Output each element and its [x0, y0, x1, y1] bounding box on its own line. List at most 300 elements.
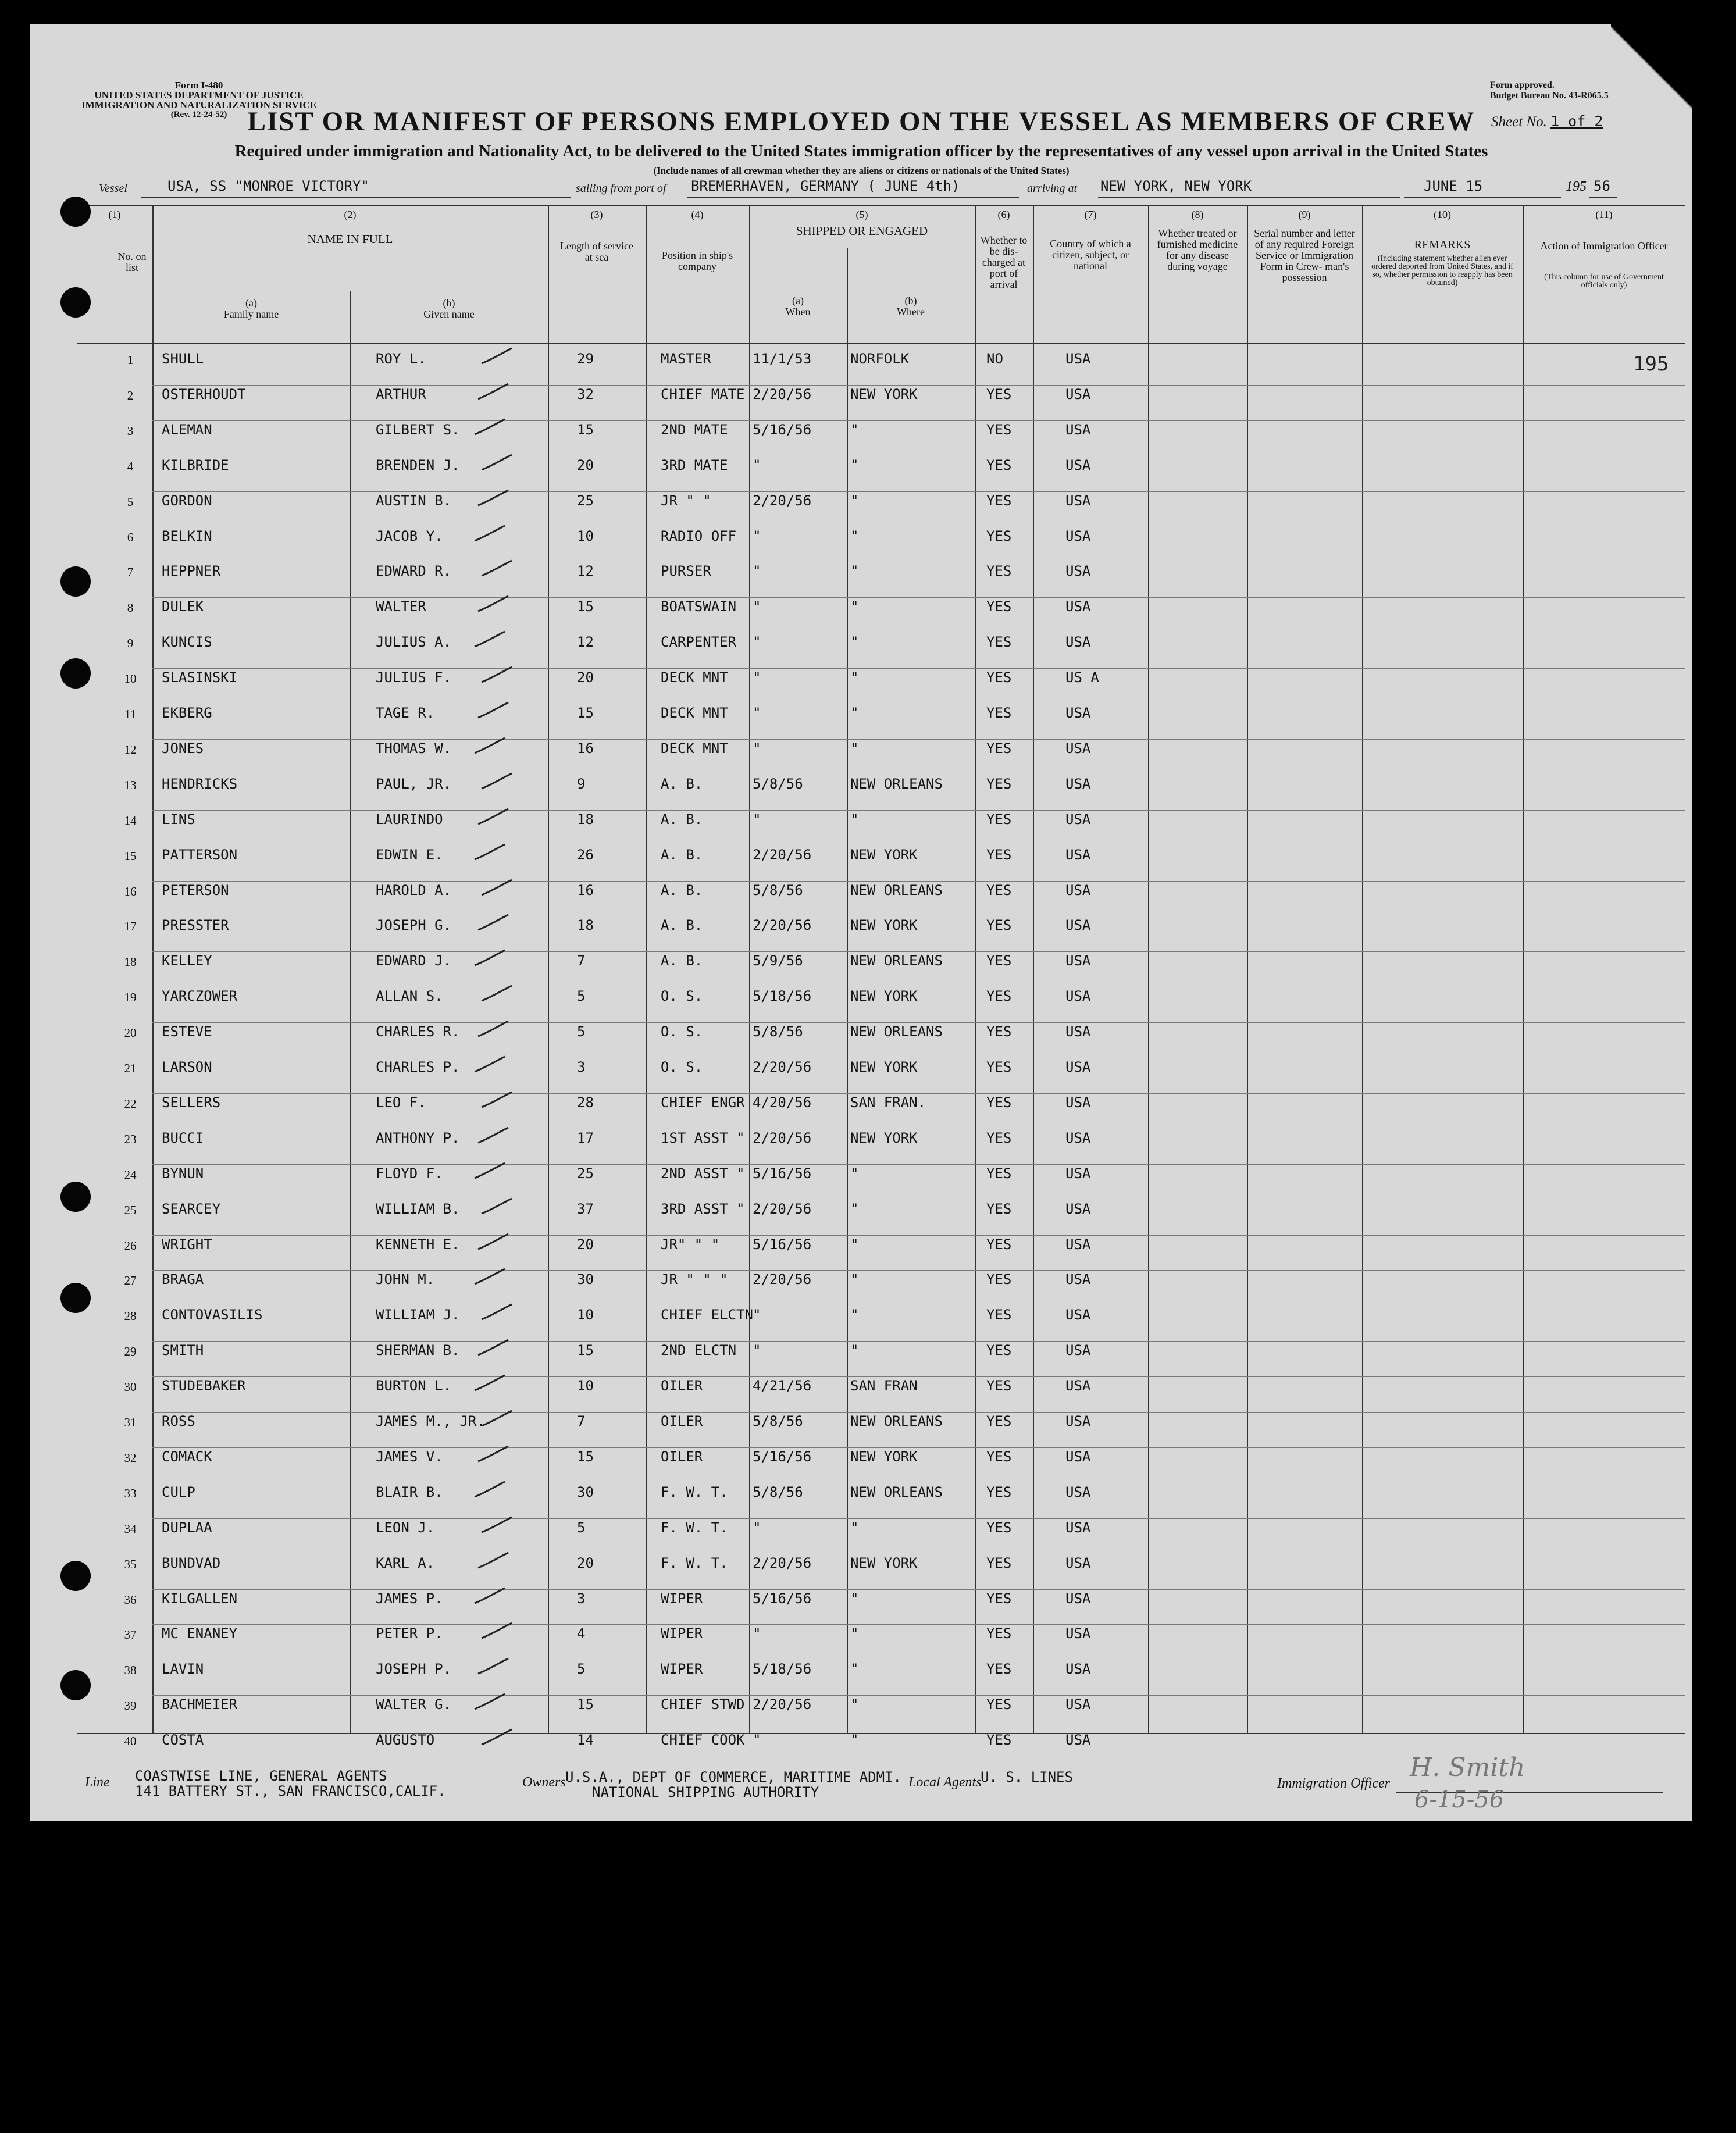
shipped-when: 2/20/56	[753, 1129, 812, 1146]
position: 3RD MATE	[661, 456, 728, 473]
discharge-status: YES	[986, 811, 1012, 827]
discharge-status: YES	[986, 386, 1012, 402]
service-years: 20	[577, 456, 594, 473]
family-name: BRAGA	[162, 1271, 204, 1288]
row-number: 28	[124, 1309, 137, 1324]
citizenship: USA	[1065, 456, 1091, 473]
discharge-status: YES	[986, 1590, 1012, 1607]
row-number: 5	[127, 494, 134, 509]
shipped-when: 4/20/56	[753, 1094, 812, 1111]
family-name: COSTA	[162, 1732, 204, 1749]
page-title: LIST OR MANIFEST OF PERSONS EMPLOYED ON THE VESSEL AS MEMBERS OF CREW	[247, 106, 1475, 137]
position: JR " " "	[661, 1271, 728, 1288]
family-name: COMACK	[162, 1448, 212, 1465]
position: OILER	[661, 1413, 703, 1429]
shipped-where: SAN FRAN	[850, 1378, 918, 1394]
shipped-when: 5/8/56	[753, 775, 803, 792]
citizenship: USA	[1065, 1094, 1091, 1111]
discharge-status: YES	[986, 456, 1012, 473]
header-serial-number: Serial number and letter of any required Foreign Service or Immigration Form in Crew- man's possession	[1254, 227, 1355, 283]
given-name: JAMES V.	[376, 1448, 443, 1465]
shipped-when: 5/18/56	[753, 1661, 812, 1678]
service-years: 5	[577, 988, 586, 1005]
family-name: BUNDVAD	[162, 1554, 221, 1571]
row-number: 40	[124, 1734, 137, 1749]
shipped-where: NORFOLK	[850, 351, 910, 367]
check-mark	[476, 807, 511, 826]
check-mark	[479, 1090, 514, 1110]
position: 1ST ASST "	[661, 1129, 745, 1146]
given-name: KENNETH E.	[376, 1236, 460, 1253]
shipped-when: "	[753, 456, 761, 473]
given-name: WALTER	[376, 598, 426, 615]
arrival-date: JUNE 15	[1424, 178, 1483, 194]
service-years: 10	[577, 1307, 594, 1324]
family-name: HENDRICKS	[162, 775, 238, 792]
shipped-when: "	[753, 811, 761, 827]
header-col10-number: (10)	[1434, 209, 1451, 220]
service-years: 26	[577, 846, 594, 863]
family-name: DUPLAA	[162, 1519, 212, 1536]
shipped-when: "	[753, 598, 761, 615]
citizenship: USA	[1065, 1696, 1091, 1713]
check-mark	[476, 381, 511, 401]
header-col7-number: (7)	[1084, 209, 1097, 220]
check-mark	[472, 842, 507, 862]
check-mark	[472, 1161, 507, 1180]
row-number: 13	[124, 777, 137, 792]
family-name: ESTEVE	[162, 1023, 212, 1040]
check-mark	[476, 1656, 511, 1676]
sailing-label: sailing from port of	[576, 182, 666, 195]
page-fold	[1611, 24, 1692, 112]
service-years: 29	[577, 351, 594, 367]
row-number: 38	[124, 1663, 137, 1678]
discharge-status: YES	[986, 846, 1012, 863]
position: F. W. T.	[661, 1554, 728, 1571]
row-number: 16	[124, 884, 137, 898]
shipped-when: 4/21/56	[753, 1378, 812, 1394]
punch-hole	[60, 658, 91, 689]
officer-date: 6-15-56	[1414, 1786, 1505, 1813]
discharge-status: YES	[986, 1342, 1012, 1359]
check-mark	[476, 488, 511, 508]
row-number: 19	[124, 990, 137, 1005]
position: 3RD ASST "	[661, 1200, 745, 1217]
shipped-where: "	[850, 1165, 859, 1182]
header-col2-number: (2)	[344, 209, 357, 220]
row-number: 10	[124, 672, 137, 686]
discharge-status: YES	[986, 1413, 1012, 1429]
given-name: GILBERT S.	[376, 421, 460, 438]
given-name: PAUL, JR.	[376, 775, 452, 792]
header-where: (b) Where	[897, 295, 925, 318]
row-number: 35	[124, 1557, 137, 1571]
family-name: LARSON	[162, 1059, 212, 1075]
citizenship: USA	[1065, 421, 1091, 438]
check-mark	[476, 700, 511, 720]
shipped-when: 2/20/56	[753, 846, 812, 863]
service-years: 20	[577, 1554, 594, 1571]
service-years: 7	[577, 953, 586, 969]
citizenship: USA	[1065, 563, 1091, 580]
shipped-when: 2/20/56	[753, 1271, 812, 1288]
shipped-where: "	[850, 740, 859, 757]
position: WIPER	[661, 1625, 703, 1642]
family-name: LAVIN	[162, 1661, 204, 1678]
citizenship: USA	[1065, 705, 1091, 721]
service-years: 25	[577, 492, 594, 509]
service-years: 15	[577, 1448, 594, 1465]
discharge-status: YES	[986, 1059, 1012, 1075]
position: F. W. T.	[661, 1483, 728, 1500]
year-prefix: 195	[1566, 179, 1587, 194]
row-number: 2	[127, 388, 134, 402]
position: DECK MNT	[661, 740, 728, 757]
check-mark	[479, 346, 514, 366]
position: 2ND MATE	[661, 421, 728, 438]
position: A. B.	[661, 775, 703, 792]
citizenship: USA	[1065, 1661, 1091, 1678]
shipped-where: "	[850, 811, 859, 827]
position: O. S.	[661, 1059, 703, 1075]
shipped-where: NEW YORK	[850, 1059, 918, 1075]
header-col1-number: (1)	[108, 209, 121, 220]
citizenship: USA	[1065, 811, 1091, 827]
given-name: JOHN M.	[376, 1271, 435, 1288]
citizenship: USA	[1065, 740, 1091, 757]
check-mark	[472, 417, 507, 437]
check-mark	[472, 1267, 507, 1286]
service-years: 4	[577, 1625, 586, 1642]
shipped-when: 5/8/56	[753, 882, 803, 898]
position: WIPER	[661, 1590, 703, 1607]
citizenship: USA	[1065, 1059, 1091, 1075]
header-remarks-note: (Including statement whether alien ever ordered deported from United States, and if so, whether permission to reapply has been obtained)	[1371, 254, 1513, 287]
sheet-number: Sheet No. 1 of 2	[1491, 113, 1603, 130]
family-name: PATTERSON	[162, 846, 238, 863]
service-years: 12	[577, 634, 594, 651]
position: JR" " "	[661, 1236, 720, 1253]
service-years: 5	[577, 1023, 586, 1040]
row-number: 1	[127, 353, 134, 367]
family-name: SEARCEY	[162, 1200, 221, 1217]
position: A. B.	[661, 846, 703, 863]
discharge-status: YES	[986, 953, 1012, 969]
position: CHIEF ENGR	[661, 1094, 745, 1111]
citizenship: USA	[1065, 1732, 1091, 1749]
check-mark	[479, 665, 514, 684]
given-name: JULIUS F.	[376, 669, 452, 686]
given-name: LEON J.	[376, 1519, 435, 1536]
check-mark	[476, 912, 511, 932]
row-number: 39	[124, 1699, 137, 1713]
shipped-where: "	[850, 1732, 859, 1749]
discharge-status: YES	[986, 1023, 1012, 1040]
shipped-when: "	[753, 669, 761, 686]
service-years: 15	[577, 1342, 594, 1359]
shipped-when: "	[753, 1732, 761, 1749]
discharge-status: YES	[986, 1271, 1012, 1288]
citizenship: USA	[1065, 1483, 1091, 1500]
punch-hole	[60, 287, 91, 318]
header-name-in-full: NAME IN FULL	[307, 232, 393, 246]
shipped-where: "	[850, 634, 859, 651]
family-name: DULEK	[162, 598, 204, 615]
citizenship: USA	[1065, 917, 1091, 934]
shipped-when: 5/16/56	[753, 1165, 812, 1182]
row-number: 32	[124, 1450, 137, 1465]
citizenship: USA	[1065, 882, 1091, 898]
row-number: 26	[124, 1238, 137, 1253]
row-number: 31	[124, 1415, 137, 1429]
family-name: KILGALLEN	[162, 1590, 238, 1607]
service-years: 16	[577, 740, 594, 757]
discharge-status: YES	[986, 988, 1012, 1005]
shipped-when: 5/8/56	[753, 1483, 803, 1500]
family-name: GORDON	[162, 492, 212, 509]
position: A. B.	[661, 953, 703, 969]
row-number: 9	[127, 636, 134, 651]
discharge-status: YES	[986, 705, 1012, 721]
shipped-where: NEW ORLEANS	[850, 882, 943, 898]
given-name: AUSTIN B.	[376, 492, 452, 509]
given-name: ANTHONY P.	[376, 1129, 460, 1146]
punch-hole	[60, 566, 91, 597]
row-number: 17	[124, 919, 137, 934]
shipped-where: "	[850, 598, 859, 615]
discharge-status: YES	[986, 421, 1012, 438]
header-col5-number: (5)	[855, 209, 868, 220]
family-name: HEPPNER	[162, 563, 221, 580]
manifest-page	[30, 24, 1692, 1821]
page-subtitle: Required under immigration and Nationality Act, to be delivered to the United States immigration officer by the representatives of any vessel upon arrival in the United States	[234, 142, 1488, 160]
shipped-where: "	[850, 1696, 859, 1713]
check-mark	[472, 1479, 507, 1499]
officer-signature: H. Smith	[1410, 1753, 1525, 1782]
agents-name: U. S. LINES	[981, 1769, 1073, 1785]
check-mark	[472, 948, 507, 968]
discharge-status: NO	[986, 351, 1003, 367]
given-name: EDWIN E.	[376, 846, 443, 863]
owners-authority: NATIONAL SHIPPING AUTHORITY	[592, 1784, 819, 1800]
page-subnote: (Include names of all crewman whether they are aliens or citizens or nationals of the United States)	[653, 165, 1070, 176]
family-name: CULP	[162, 1483, 195, 1500]
row-number: 27	[124, 1274, 137, 1288]
shipped-when: 2/20/56	[753, 386, 812, 402]
citizenship: USA	[1065, 1271, 1091, 1288]
check-mark	[472, 1373, 507, 1393]
position: 2ND ELCTN	[661, 1342, 737, 1359]
shipped-where: NEW YORK	[850, 988, 918, 1005]
shipped-when: "	[753, 527, 761, 544]
position: A. B.	[661, 882, 703, 898]
shipped-when: 5/16/56	[753, 1590, 812, 1607]
family-name: MC ENANEY	[162, 1625, 238, 1642]
row-number: 18	[124, 955, 137, 969]
check-mark	[479, 1408, 514, 1428]
owners-label: Owners	[522, 1775, 566, 1790]
discharge-status: YES	[986, 1696, 1012, 1713]
citizenship: USA	[1065, 1023, 1091, 1040]
discharge-status: YES	[986, 634, 1012, 651]
given-name: EDWARD R.	[376, 563, 452, 580]
shipped-when: 5/16/56	[753, 421, 812, 438]
shipped-where: NEW YORK	[850, 846, 918, 863]
citizenship: USA	[1065, 1342, 1091, 1359]
shipped-when: 11/1/53	[753, 351, 812, 367]
form-identifier: Form I-480 UNITED STATES DEPARTMENT OF JUSTICE IMMIGRATION AND NATURALIZATION SERVICE (Rev. 12-24-52)	[81, 80, 317, 119]
discharge-status: YES	[986, 492, 1012, 509]
service-years: 20	[577, 1236, 594, 1253]
given-name: JAMES P.	[376, 1590, 443, 1607]
discharge-status: YES	[986, 1129, 1012, 1146]
discharge-status: YES	[986, 1094, 1012, 1111]
header-given-name: (b) Given name	[423, 297, 475, 320]
family-name: ROSS	[162, 1413, 195, 1429]
service-years: 15	[577, 1696, 594, 1713]
given-name: AUGUSTO	[376, 1732, 435, 1749]
header-length-of-service: Length of service at sea	[560, 240, 633, 263]
citizenship: USA	[1065, 1519, 1091, 1536]
discharge-status: YES	[986, 598, 1012, 615]
family-name: SLASINSKI	[162, 669, 238, 686]
check-mark	[479, 1196, 514, 1216]
header-col6-number: (6)	[997, 209, 1010, 220]
citizenship: USA	[1065, 598, 1091, 615]
arriving-label: arriving at	[1027, 182, 1078, 195]
position: OILER	[661, 1378, 703, 1394]
check-mark	[476, 1550, 511, 1570]
header-shipped-or-engaged: SHIPPED OR ENGAGED	[796, 224, 928, 238]
check-mark	[472, 1586, 507, 1606]
arrival-year: 56	[1594, 178, 1610, 194]
service-years: 16	[577, 882, 594, 898]
row-number: 25	[124, 1203, 137, 1217]
check-mark	[476, 1232, 511, 1251]
shipped-where: "	[850, 563, 859, 580]
check-mark	[479, 1302, 514, 1322]
row-number: 22	[124, 1096, 137, 1111]
service-years: 12	[577, 563, 594, 580]
position: CHIEF ELCTN	[661, 1307, 753, 1324]
shipped-when: "	[753, 1307, 761, 1324]
punch-hole	[60, 1283, 91, 1313]
family-name: SMITH	[162, 1342, 204, 1359]
check-mark	[479, 983, 514, 1003]
citizenship: USA	[1065, 1307, 1091, 1324]
shipped-when: "	[753, 1342, 761, 1359]
row-number: 33	[124, 1486, 137, 1500]
shipped-where: NEW YORK	[850, 386, 918, 402]
shipped-when: 5/16/56	[753, 1236, 812, 1253]
shipped-when: 5/8/56	[753, 1023, 803, 1040]
citizenship: USA	[1065, 492, 1091, 509]
family-name: WRIGHT	[162, 1236, 212, 1253]
service-years: 15	[577, 421, 594, 438]
given-name: LAURINDO	[376, 811, 443, 827]
citizenship: USA	[1065, 1200, 1091, 1217]
given-name: ARTHUR	[376, 386, 426, 402]
family-name: PETERSON	[162, 882, 229, 898]
check-mark	[479, 1727, 514, 1747]
header-medicine: Whether treated or furnished medicine for any disease during voyage	[1157, 227, 1238, 272]
given-name: ALLAN S.	[376, 988, 443, 1005]
header-col11-number: (11)	[1595, 209, 1613, 220]
check-mark	[472, 1692, 507, 1711]
row-number: 34	[124, 1521, 137, 1536]
family-name: SHULL	[162, 351, 204, 367]
citizenship: USA	[1065, 527, 1091, 544]
check-mark	[472, 1054, 507, 1074]
position: WIPER	[661, 1661, 703, 1678]
discharge-status: YES	[986, 1165, 1012, 1182]
header-col8-number: (8)	[1191, 209, 1204, 220]
citizenship: USA	[1065, 1625, 1091, 1642]
header-remarks: REMARKS	[1414, 238, 1471, 251]
shipped-where: "	[850, 669, 859, 686]
row-number: 3	[127, 423, 134, 438]
family-name: BUCCI	[162, 1129, 204, 1146]
family-name: EKBERG	[162, 705, 212, 721]
check-mark	[479, 1621, 514, 1640]
row-number: 15	[124, 848, 137, 863]
service-years: 18	[577, 917, 594, 934]
line-label: Line	[85, 1775, 110, 1790]
row-number: 4	[127, 459, 134, 473]
shipped-where: "	[850, 456, 859, 473]
citizenship: US A	[1065, 669, 1099, 686]
check-mark	[472, 629, 507, 649]
owners-name: U.S.A., DEPT OF COMMERCE, MARITIME ADMI.	[565, 1769, 901, 1785]
position: JR " "	[661, 492, 711, 509]
shipped-when: 2/20/56	[753, 1059, 812, 1075]
discharge-status: YES	[986, 917, 1012, 934]
position: CHIEF MATE	[661, 386, 745, 402]
row-number: 8	[127, 601, 134, 615]
check-mark	[479, 771, 514, 791]
given-name: WILLIAM B.	[376, 1200, 460, 1217]
citizenship: USA	[1065, 1554, 1091, 1571]
citizenship: USA	[1065, 386, 1091, 402]
line-name: COASTWISE LINE, GENERAL AGENTS	[135, 1768, 387, 1784]
row-number: 30	[124, 1380, 137, 1394]
given-name: JACOB Y.	[376, 527, 443, 544]
service-years: 3	[577, 1590, 586, 1607]
header-discharged: Whether to be dis- charged at port of arrival	[980, 234, 1028, 290]
discharge-status: YES	[986, 1236, 1012, 1253]
punch-hole	[60, 197, 91, 227]
shipped-where: SAN FRAN.	[850, 1094, 926, 1111]
shipped-where: "	[850, 1625, 859, 1642]
check-mark	[472, 523, 507, 543]
discharge-status: YES	[986, 740, 1012, 757]
service-years: 14	[577, 1732, 594, 1749]
check-mark	[479, 558, 514, 578]
discharge-status: YES	[986, 1378, 1012, 1394]
family-name: BELKIN	[162, 527, 212, 544]
position: PURSER	[661, 563, 711, 580]
shipped-where: "	[850, 527, 859, 544]
check-mark	[476, 1337, 511, 1357]
given-name: FLOYD F.	[376, 1165, 443, 1182]
citizenship: USA	[1065, 1236, 1091, 1253]
citizenship: USA	[1065, 1165, 1091, 1182]
shipped-where: "	[850, 492, 859, 509]
shipped-when: "	[753, 740, 761, 757]
family-name: LINS	[162, 811, 195, 827]
shipped-when: "	[753, 1625, 761, 1642]
